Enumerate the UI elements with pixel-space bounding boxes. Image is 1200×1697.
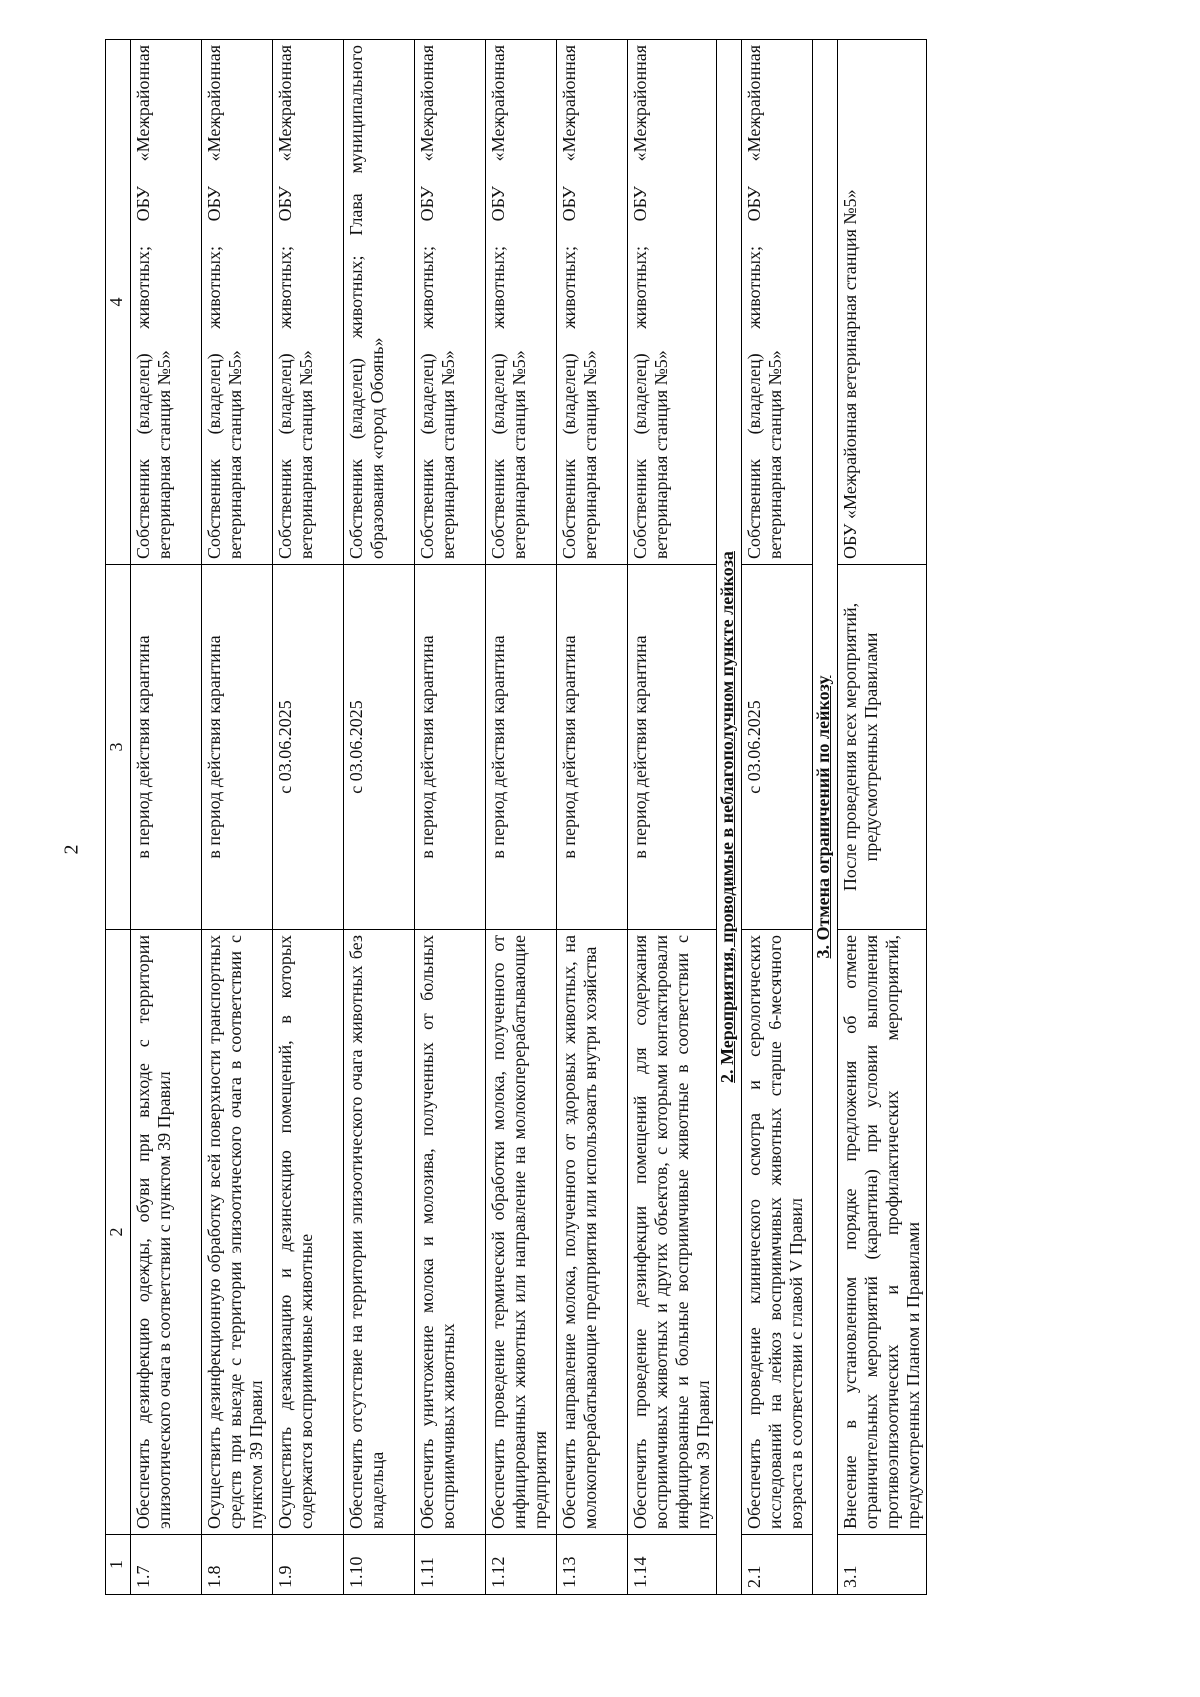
measure-text: Обеспечить направление молока, полученного от здоровых животных, на молокоперерабатывающие предприятия или использовать внутри хозяйства — [557, 930, 628, 1535]
responsible-text: Собственник (владелец) животных; ОБУ «Межрайонная ветеринарная станция №5» — [415, 40, 486, 565]
period-text: с 03.06.2025 — [742, 565, 813, 930]
table-header-row — [106, 40, 131, 1595]
page-number: 2 — [60, 844, 83, 855]
row-number: 1.11 — [415, 1535, 486, 1595]
period-text: с 03.06.2025 — [273, 565, 344, 930]
row-number: 1.12 — [486, 1535, 557, 1595]
section-title: 3. Отмена ограничений по лейкозу — [813, 40, 838, 1595]
measure-text: Внесение в установленном порядке предложения об отмене ограничительных мероприятий (карантина) при условии выполнения противоэпизоотических и профилактических мероприятий, предусмотренных Планом и Правилами — [838, 930, 927, 1535]
row-number: 1.10 — [344, 1535, 415, 1595]
responsible-text: Собственник (владелец) животных; Глава муниципального образования «город Обоянь» — [344, 40, 415, 565]
period-text: с 03.06.2025 — [344, 565, 415, 930]
measure-text: Обеспечить проведение клинического осмотра и серологических исследований на лейкоз восприимчивых животных старше 6-месячного возраста в соответствии с главой V Правил — [742, 930, 813, 1535]
responsible-text: Собственник (владелец) животных; ОБУ «Межрайонная ветеринарная станция №5» — [273, 40, 344, 565]
period-text: в период действия карантина — [557, 565, 628, 930]
table-row — [838, 40, 927, 1595]
table-row — [557, 40, 628, 1595]
table-row — [415, 40, 486, 1595]
responsible-text: Собственник (владелец) животных; ОБУ «Межрайонная ветеринарная станция №5» — [628, 40, 717, 565]
responsible-text: ОБУ «Межрайонная ветеринарная станция №5» — [838, 40, 927, 565]
period-text: в период действия карантина — [131, 565, 202, 930]
measures-table — [105, 39, 927, 1595]
period-text: в период действия карантина — [628, 565, 717, 930]
row-number: 1.7 — [131, 1535, 202, 1595]
row-number: 1.8 — [202, 1535, 273, 1595]
table-row — [742, 40, 813, 1595]
measure-text: Обеспечить проведение дезинфекции помещений для содержания восприимчивых животных и других объектов, с которыми контактировали инфицированные и больные восприимчивые животные в соответствии с пунктом 39 Правил — [628, 930, 717, 1535]
period-text: в период действия карантина — [202, 565, 273, 930]
table-row — [202, 40, 273, 1595]
header-col-4: 4 — [106, 40, 131, 565]
table-row — [344, 40, 415, 1595]
table-row — [273, 40, 344, 1595]
measure-text: Обеспечить проведение термической обработки молока, полученного от инфицированных животных или направление на молокоперерабатывающие предприятия — [486, 930, 557, 1535]
header-col-1: 1 — [106, 1535, 131, 1595]
responsible-text: Собственник (владелец) животных; ОБУ «Межрайонная ветеринарная станция №5» — [131, 40, 202, 565]
rotated-page-content — [105, 40, 1105, 1595]
section-heading-row — [813, 40, 838, 1595]
row-number: 1.14 — [628, 1535, 717, 1595]
section-title: 2. Мероприятия, проводимые в неблагополучном пункте лейкоза — [717, 40, 742, 1595]
measure-text: Осуществить дезакаризацию и дезинсекцию помещений, в которых содержатся восприимчивые животные — [273, 930, 344, 1535]
row-number: 3.1 — [838, 1535, 927, 1595]
table-row — [486, 40, 557, 1595]
period-text: в период действия карантина — [415, 565, 486, 930]
row-number: 2.1 — [742, 1535, 813, 1595]
measure-text: Обеспечить отсутствие на территории эпизоотического очага животных без владельца — [344, 930, 415, 1535]
responsible-text: Собственник (владелец) животных; ОБУ «Межрайонная ветеринарная станция №5» — [742, 40, 813, 565]
row-number: 1.13 — [557, 1535, 628, 1595]
table-row — [131, 40, 202, 1595]
responsible-text: Собственник (владелец) животных; ОБУ «Межрайонная ветеринарная станция №5» — [486, 40, 557, 565]
responsible-text: Собственник (владелец) животных; ОБУ «Межрайонная ветеринарная станция №5» — [557, 40, 628, 565]
measure-text: Обеспечить дезинфекцию одежды, обуви при выходе с территории эпизоотического очага в соответствии с пунктом 39 Правил — [131, 930, 202, 1535]
header-col-3: 3 — [106, 565, 131, 930]
measure-text: Обеспечить уничтожение молока и молозива, полученных от больных восприимчивых животных — [415, 930, 486, 1535]
section-heading-row — [717, 40, 742, 1595]
row-number: 1.9 — [273, 1535, 344, 1595]
table-row — [628, 40, 717, 1595]
period-text: в период действия карантина — [486, 565, 557, 930]
responsible-text: Собственник (владелец) животных; ОБУ «Межрайонная ветеринарная станция №5» — [202, 40, 273, 565]
period-text: После проведения всех мероприятий, предусмотренных Правилами — [838, 565, 927, 930]
measure-text: Осуществить дезинфекционную обработку всей поверхности транспортных средств при выезде с территории эпизоотического очага в соответствии с пунктом 39 Правил — [202, 930, 273, 1535]
header-col-2: 2 — [106, 930, 131, 1535]
